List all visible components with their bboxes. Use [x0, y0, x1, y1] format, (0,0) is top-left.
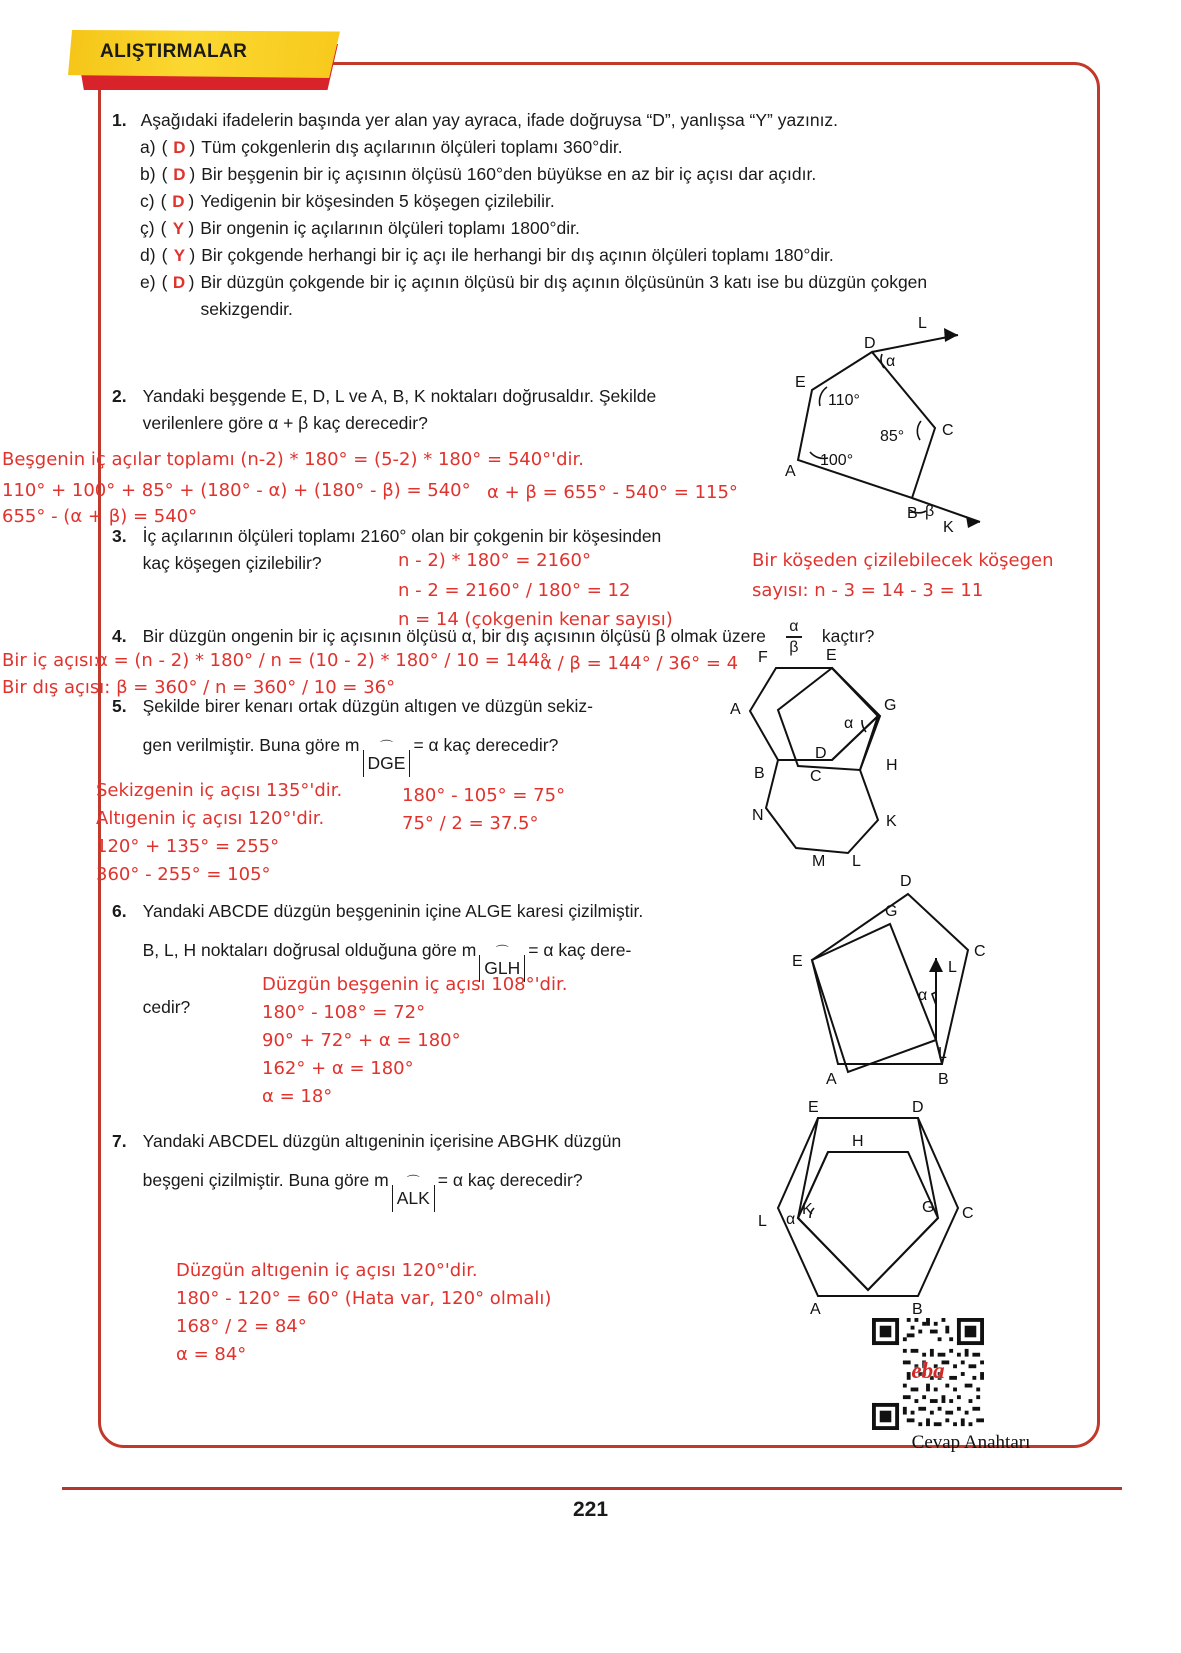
question-5-line2a: gen verilmiştir. Buna göre m: [142, 735, 360, 755]
figure6-label-G: G: [885, 903, 898, 920]
item-d-answer[interactable]: Y: [173, 246, 186, 265]
question-6: [112, 898, 772, 1021]
item-a-label: a): [140, 137, 156, 157]
question-7-line2a: beşgeni çizilmiştir. Buna göre m: [142, 1170, 389, 1190]
annotation-q5-line2: Altıgenin iç açısı 120°'dir.: [96, 808, 325, 829]
figure5-label-F: F: [758, 649, 768, 666]
question-1-item-a: a) ( D ) Tüm çokgenlerin dış açılarının ölçüleri toplamı 360°dir.: [140, 134, 992, 161]
question-5-number: 5.: [112, 696, 127, 716]
question-1-prompt: Aşağıdaki ifadelerin başında yer alan yay ayraca, ifade doğruysa “D”, yanlışsa “Y” yazınız.: [140, 110, 839, 130]
question-6-line1: Yandaki ABCDE düzgün beşgeninin içine ALGE karesi çizilmiştir.: [142, 901, 644, 921]
item-e-answer[interactable]: D: [172, 273, 186, 292]
annotation-q5-line3: 120° + 135° = 255°: [96, 836, 280, 857]
question-7-line1: Yandaki ABCDEL düzgün altıgeninin içerisine ABGHK düzgün: [142, 1131, 622, 1151]
item-cc-answer[interactable]: Y: [172, 219, 185, 238]
figure5-label-B: B: [754, 765, 765, 782]
arc-symbol-glh: ⌒: [495, 944, 509, 959]
figure5-label-L: L: [852, 853, 861, 870]
item-c-answer[interactable]: D: [172, 192, 185, 211]
figure6-angle-alpha: α: [918, 987, 928, 1004]
annotation-q7-line3: 168° / 2 = 84°: [176, 1316, 307, 1337]
question-1-number: 1.: [112, 110, 127, 130]
question-2: [112, 383, 762, 437]
figure5-label-E: E: [826, 647, 837, 664]
figure6-label-D: D: [900, 873, 912, 890]
figure5-label-H: H: [886, 757, 898, 774]
annotation-q6-line1: Düzgün beşgenin iç açısı 108°'dir.: [262, 974, 568, 995]
annotation-q4-label1: Bir iç açısı:: [2, 650, 100, 671]
question-1: [112, 107, 992, 323]
question-1-item-d: d) ( Y ) Bir çokgende herhangi bir iç açı ile herhangi bir dış açının ölçüleri toplamı 180°dir.: [140, 242, 992, 269]
question-4-line1: Bir düzgün ongenin bir iç açısının ölçüsü α, bir dış açısının ölçüsü β olmak üzere: [142, 626, 766, 647]
figure2-angle-100: 100°: [820, 452, 854, 469]
annotation-q4-result: α / β = 144° / 36° = 4: [540, 653, 739, 674]
annotation-q3-right2: sayısı: n - 3 = 14 - 3 = 11: [752, 580, 984, 601]
item-cc-text: Bir ongenin iç açılarının ölçüleri toplamı 1800°dir.: [200, 218, 580, 238]
figure5-label-D: D: [815, 745, 827, 762]
figure7-label-E: E: [808, 1099, 819, 1116]
figure2-label-L: L: [918, 315, 927, 332]
figure7-angle-alpha: α: [786, 1211, 796, 1228]
figure7-label-L: L: [758, 1213, 767, 1230]
figure7-label-B: B: [912, 1301, 923, 1318]
figure2-label-E: E: [795, 374, 806, 391]
figure2-label-B: B: [907, 505, 918, 522]
question-6-line3: cedir?: [142, 997, 191, 1017]
annotation-q5-line5: 180° - 105° = 75°: [402, 785, 566, 806]
question-2-line2: verilenlere göre α + β kaç derecedir?: [142, 413, 428, 433]
figure6-label-L: L: [938, 1045, 947, 1062]
question-6-arc: GLH: [479, 955, 525, 982]
figure2-label-A: A: [785, 463, 796, 480]
question-3-number: 3.: [112, 526, 127, 546]
question-4-number: 4.: [112, 626, 127, 647]
item-c-text: Yedigenin bir köşesinden 5 köşegen çizilebilir.: [200, 191, 555, 211]
item-e-label: e): [140, 272, 156, 292]
annotation-q7-line2: 180° - 120° = 60° (Hata var, 120° olmalı): [176, 1288, 552, 1309]
figure6-label-H: L: [948, 959, 957, 976]
footer-rule: [62, 1487, 1122, 1490]
figure2-angle-110: 110°: [828, 392, 860, 409]
question-4-line1b: kaçtır?: [821, 626, 875, 647]
annotation-q5-line1: Sekizgenin iç açısı 135°'dir.: [96, 780, 343, 801]
annotation-q2-line3: 655° - (α + β) = 540°: [2, 506, 198, 527]
item-e-text: Bir düzgün çokgende bir iç açının ölçüsü bir dış açının ölçüsünün 3 katı ise bu düzgün çokgen sekizgendir.: [200, 272, 928, 319]
annotation-q6-line4: 162° + α = 180°: [262, 1058, 414, 1079]
annotation-q7-line4: α = 84°: [176, 1344, 247, 1365]
annotation-q2-result: α + β = 655° - 540° = 115°: [487, 482, 738, 503]
question-7-number: 7.: [112, 1131, 127, 1151]
question-7: [112, 1128, 772, 1212]
question-5-line2b: = α kaç derecedir?: [413, 735, 559, 755]
annotation-q6-line3: 90° + 72° + α = 180°: [262, 1030, 461, 1051]
question-2-line1: Yandaki beşgende E, D, L ve A, B, K noktaları doğrusaldır. Şekilde: [142, 386, 657, 406]
page-number: 221: [572, 1498, 609, 1521]
figure5-angle-alpha: α: [844, 715, 854, 732]
answer-key-label: Cevap Anahtarı: [911, 1432, 1031, 1453]
annotation-q4-line2: Bir dış açısı: β = 360° / n = 360° / 10 = 36°: [2, 677, 396, 698]
item-a-answer[interactable]: D: [173, 138, 186, 157]
figure5-label-M: M: [812, 853, 826, 870]
question-6-number: 6.: [112, 901, 127, 921]
question-1-item-c: c) ( D ) Yedigenin bir köşesinden 5 köşegen çizilebilir.: [140, 188, 992, 215]
question-3-line1: İç açılarının ölçüleri toplamı 2160° olan bir çokgenin bir köşesinden: [142, 526, 662, 546]
question-1-item-e: e) ( D ) Bir düzgün çokgende bir iç açının ölçüsü bir dış açının ölçüsünün 3 katı ise bu düzgün çokgen sekizgendir.: [140, 269, 992, 323]
figure2-label-D: D: [864, 335, 876, 352]
fraction-bar: [786, 636, 802, 638]
figure2-label-C: C: [942, 422, 954, 439]
annotation-q3-right1: Bir köşeden çizilebilecek köşegen: [752, 550, 1054, 571]
question-5-arc: DGE: [363, 750, 411, 777]
figure5-label-G: G: [884, 697, 897, 714]
item-a-text: Tüm çokgenlerin dış açılarının ölçüleri toplamı 360°dir.: [201, 137, 623, 157]
fraction-denominator: β: [789, 638, 799, 656]
item-b-label: b): [140, 164, 156, 184]
question-7-arc: ALK: [392, 1185, 435, 1212]
figure-hexagon-octagon-q5: [730, 647, 1080, 873]
figure5-label-N: N: [752, 807, 764, 824]
figure5-label-K: K: [886, 813, 897, 830]
annotation-q7-line1: Düzgün altıgenin iç açısı 120°'dir.: [176, 1260, 478, 1281]
figure7-label-A: A: [810, 1301, 821, 1318]
fraction-numerator: α: [789, 618, 799, 635]
item-b-text: Bir beşgenin bir iç açısının ölçüsü 160°den büyükse en az bir iç açısı dar açıdır.: [201, 164, 817, 184]
annotation-q6-line5: α = 18°: [262, 1086, 333, 1107]
annotation-q2-line1: Beşgenin iç açılar toplamı (n-2) * 180° = (5-2) * 180° = 540°'dir.: [2, 449, 585, 470]
figure7-label-C: C: [962, 1205, 974, 1222]
figure6-label-B: B: [938, 1071, 949, 1088]
item-c-label: c): [140, 191, 155, 211]
item-d-label: d): [140, 245, 156, 265]
annotation-q4-line1: α = (n - 2) * 180° / n = (10 - 2) * 180° / 10 = 144°: [96, 650, 549, 671]
question-7-line2b: = α kaç derecedir?: [437, 1170, 583, 1190]
annotation-q3-line2: n - 2 = 2160° / 180° = 12: [398, 580, 631, 601]
figure7-label-G: G: [922, 1199, 935, 1216]
annotation-q3-line1: n - 2) * 180° = 2160°: [398, 550, 591, 571]
item-b-answer[interactable]: D: [173, 165, 186, 184]
question-3-line2: kaç köşegen çizilebilir?: [142, 553, 322, 573]
figure5-label-A: A: [730, 701, 741, 718]
figure5-label-C: C: [810, 768, 822, 785]
figure7-label-K: K: [802, 1201, 813, 1218]
item-d-text: Bir çokgende herhangi bir iç açı ile herhangi bir dış açının ölçüleri toplamı 180°dir.: [201, 245, 834, 265]
section-banner: [68, 30, 368, 92]
banner-title: ALIŞTIRMALAR: [100, 41, 248, 62]
annotation-q3-line3: n = 14 (çokgenin kenar sayısı): [398, 609, 673, 630]
arc-symbol-alk: ⌒: [406, 1174, 420, 1189]
question-5: [112, 693, 752, 777]
figure-pentagon-q2: [780, 315, 1080, 540]
question-2-number: 2.: [112, 386, 127, 406]
annotation-q6-line2: 180° - 108° = 72°: [262, 1002, 426, 1023]
item-cc-label: ç): [140, 218, 155, 238]
figure2-angle-85: 85°: [880, 428, 905, 445]
question-6-line2b: = α kaç dere-: [528, 940, 632, 960]
annotation-q5-line6: 75° / 2 = 37.5°: [402, 813, 539, 834]
eba-logo: eba: [911, 1358, 945, 1383]
arc-symbol-dge: ⌒: [379, 739, 393, 754]
figure6-label-C: C: [974, 943, 986, 960]
figure2-angle-alpha: α: [886, 353, 896, 370]
figure7-label-D: D: [912, 1099, 924, 1116]
question-5-line1: Şekilde birer kenarı ortak düzgün altıgen ve düzgün sekiz-: [142, 696, 594, 716]
figure7-label-H: H: [852, 1133, 864, 1150]
figure2-angle-beta: β: [925, 503, 935, 520]
question-6-line2a: B, L, H noktaları doğrusal olduğuna göre m: [142, 940, 477, 960]
question-1-item-cc: ç) ( Y ) Bir ongenin iç açılarının ölçüleri toplamı 1800°dir.: [140, 215, 992, 242]
figure6-label-A: A: [826, 1071, 837, 1088]
figure6-label-E: E: [792, 953, 803, 970]
figure-pentagon-square-q6: [790, 872, 1080, 1088]
annotation-q2-line2: 110° + 100° + 85° + (180° - α) + (180° - β) = 540°: [2, 480, 471, 501]
figure2-label-K: K: [943, 519, 954, 536]
annotation-q5-line4: 360° - 255° = 105°: [96, 864, 271, 885]
question-1-item-b: b) ( D ) Bir beşgenin bir iç açısının ölçüsü 160°den büyükse en az bir iç açısı dar açıdır.: [140, 161, 992, 188]
figure-hexagon-pentagon-q7: [758, 1099, 1080, 1318]
